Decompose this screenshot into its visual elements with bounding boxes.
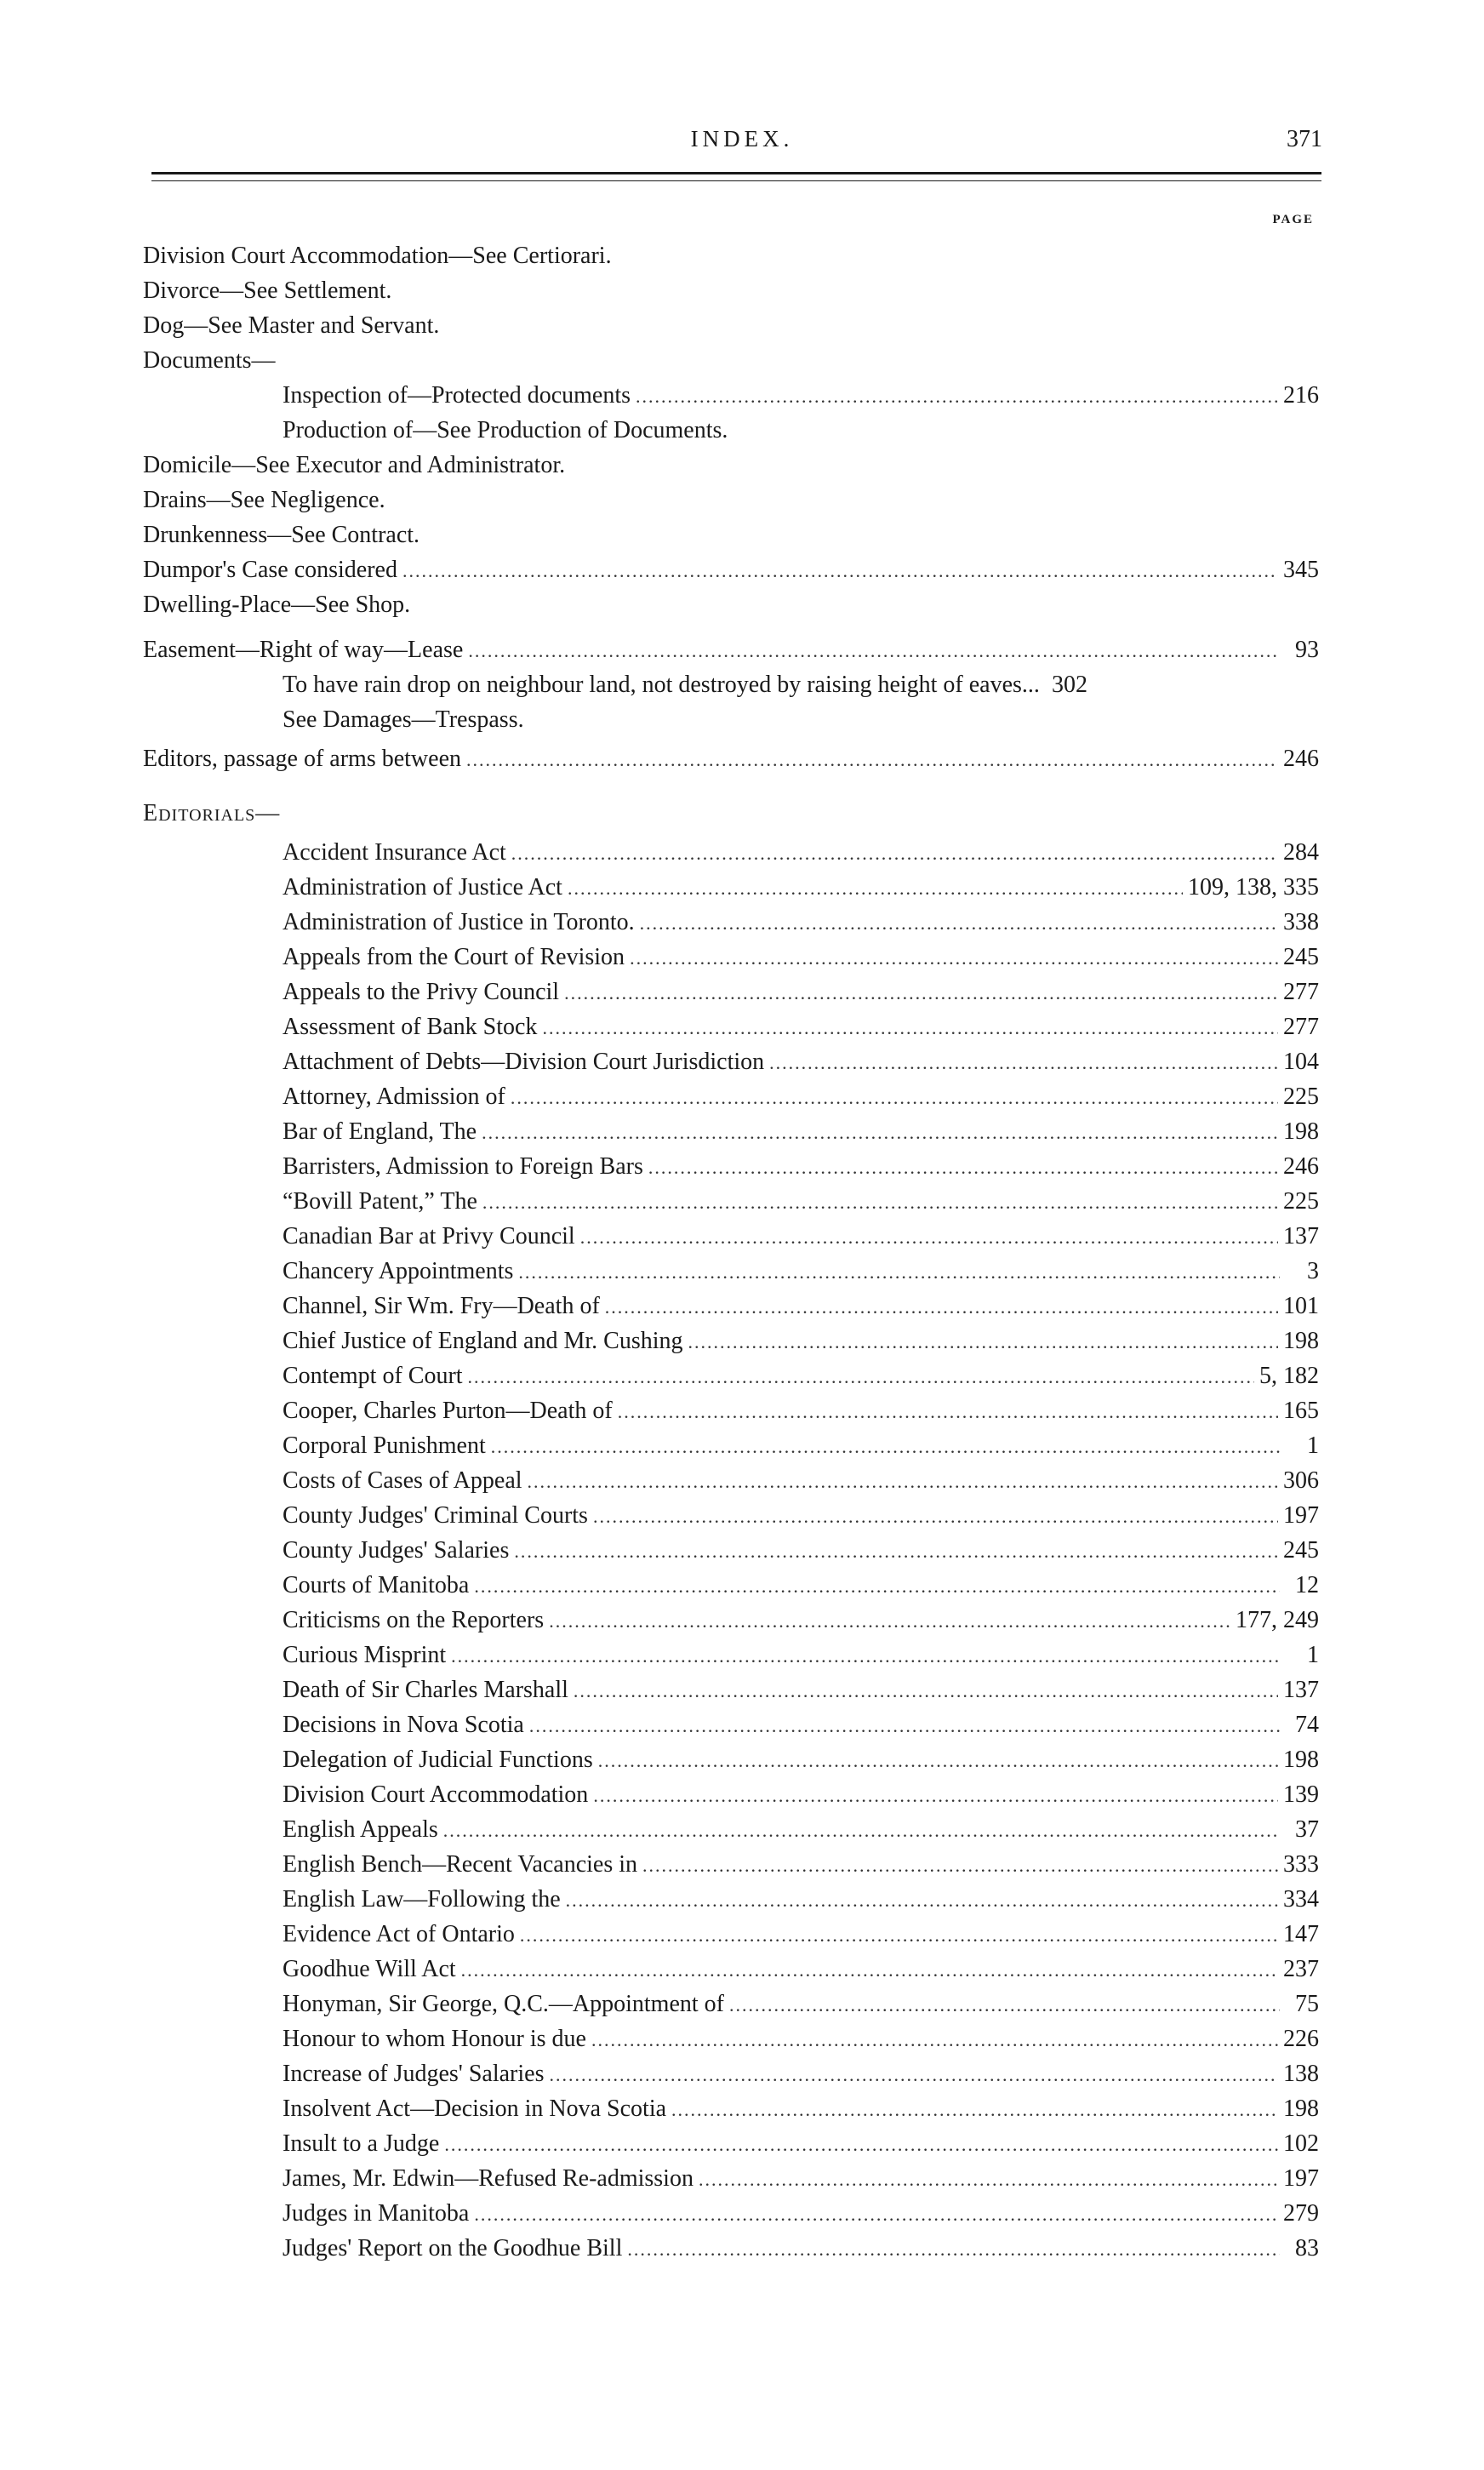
- index-entry: Evidence Act of Ontario ..... 147: [283, 1919, 1319, 1950]
- index-entry: Division Court Accommodation ..... 139: [283, 1780, 1319, 1810]
- index-entry: Assessment of Bank Stock ..... 277: [283, 1012, 1319, 1043]
- index-entry: James, Mr. Edwin—Refused Re-admission ..... 197: [283, 2164, 1319, 2194]
- index-entry: Criticisms on the Reporters ..... 177, 249: [283, 1605, 1319, 1636]
- index-entry: Appeals to the Privy Council ..... 277: [283, 977, 1319, 1008]
- index-entry: Domicile—See Executor and Administrator.: [143, 452, 566, 478]
- index-entry: Goodhue Will Act ..... 237: [283, 1954, 1319, 1985]
- index-entry: Administration of Justice Act ..... 109, 138, 335: [283, 872, 1319, 903]
- index-entry: Attorney, Admission of ..... 225: [283, 1082, 1319, 1112]
- index-entry: Attachment of Debts—Division Court Jurisdiction ..... 104: [283, 1047, 1319, 1078]
- index-entry: Drains—See Negligence.: [143, 487, 385, 513]
- page-number: 371: [1287, 126, 1322, 152]
- page-title: INDEX.: [690, 126, 794, 152]
- index-entry: Corporal Punishment ..... 1: [283, 1431, 1319, 1461]
- index-entry: Cooper, Charles Purton—Death of ..... 165: [283, 1396, 1319, 1427]
- index-entry: Chief Justice of England and Mr. Cushing ..... 198: [283, 1326, 1319, 1357]
- index-entry: Inspection of—Protected documents ..... 216: [283, 380, 1319, 411]
- index-entry: Documents—: [143, 347, 276, 374]
- index-entry: Divorce—See Settlement.: [143, 277, 392, 304]
- index-entry: Contempt of Court ..... 5, 182: [283, 1361, 1319, 1392]
- index-entry: Bar of England, The ..... 198: [283, 1117, 1319, 1147]
- index-entry: To have rain drop on neighbour land, not destroyed by raising height of eaves... 302: [283, 672, 1087, 698]
- index-entry: Production of—See Production of Documents.: [283, 417, 728, 443]
- index-entry: See Damages—Trespass.: [283, 706, 524, 733]
- index-entry: Dumpor's Case considered ..... 345: [143, 555, 1319, 586]
- index-entry: Drunkenness—See Contract.: [143, 522, 420, 548]
- index-entry: Channel, Sir Wm. Fry—Death of ..... 101: [283, 1291, 1319, 1322]
- index-entry: Canadian Bar at Privy Council ..... 137: [283, 1221, 1319, 1252]
- index-entry: Curious Misprint ..... 1: [283, 1640, 1319, 1671]
- index-entry: Death of Sir Charles Marshall ..... 137: [283, 1675, 1319, 1706]
- index-entry: English Bench—Recent Vacancies in ..... 333: [283, 1850, 1319, 1880]
- index-entry: County Judges' Salaries ..... 245: [283, 1535, 1319, 1566]
- index-entry: “Bovill Patent,” The ..... 225: [283, 1186, 1319, 1217]
- index-entry: English Appeals ..... 37: [283, 1815, 1319, 1845]
- index-entry: Judges in Manitoba ..... 279: [283, 2198, 1319, 2229]
- index-entry: Chancery Appointments ..... 3: [283, 1256, 1319, 1287]
- index-entry: Dog—See Master and Servant.: [143, 312, 440, 339]
- index-entry: Easement—Right of way—Lease ..... 93: [143, 635, 1319, 666]
- index-entry: Administration of Justice in Toronto. ..... 338: [283, 907, 1319, 938]
- index-entry: Division Court Accommodation—See Certiorari.: [143, 243, 612, 269]
- header-rule-thin: [151, 180, 1321, 181]
- index-entry: Courts of Manitoba ..... 12: [283, 1570, 1319, 1601]
- index-entry: Delegation of Judicial Functions ..... 198: [283, 1745, 1319, 1775]
- page-column-label: PAGE: [1272, 213, 1314, 226]
- index-entry: County Judges' Criminal Courts ..... 197: [283, 1501, 1319, 1531]
- index-entry: Insolvent Act—Decision in Nova Scotia ..... 198: [283, 2094, 1319, 2124]
- header-rule-thick: [151, 172, 1321, 174]
- index-entry: Dwelling-Place—See Shop.: [143, 592, 411, 618]
- index-section-heading: Editorials—: [143, 800, 281, 826]
- running-head: [0, 126, 1484, 160]
- index-entry: English Law—Following the ..... 334: [283, 1884, 1319, 1915]
- index-entry: Increase of Judges' Salaries ..... 138: [283, 2059, 1319, 2090]
- index-entry: Appeals from the Court of Revision ..... 245: [283, 942, 1319, 973]
- index-entry: Decisions in Nova Scotia ..... 74: [283, 1710, 1319, 1741]
- index-entry: Honyman, Sir George, Q.C.—Appointment of ..... 75: [283, 1989, 1319, 2020]
- index-entry: Insult to a Judge ..... 102: [283, 2129, 1319, 2159]
- index-entry: Editors, passage of arms between ..... 246: [143, 744, 1319, 775]
- index-entry: Honour to whom Honour is due ..... 226: [283, 2024, 1319, 2055]
- index-entry: Costs of Cases of Appeal ..... 306: [283, 1466, 1319, 1496]
- index-entry: Barristers, Admission to Foreign Bars ..... 246: [283, 1152, 1319, 1182]
- index-entry: Judges' Report on the Goodhue Bill ..... 83: [283, 2233, 1319, 2264]
- index-entry: Accident Insurance Act ..... 284: [283, 838, 1319, 868]
